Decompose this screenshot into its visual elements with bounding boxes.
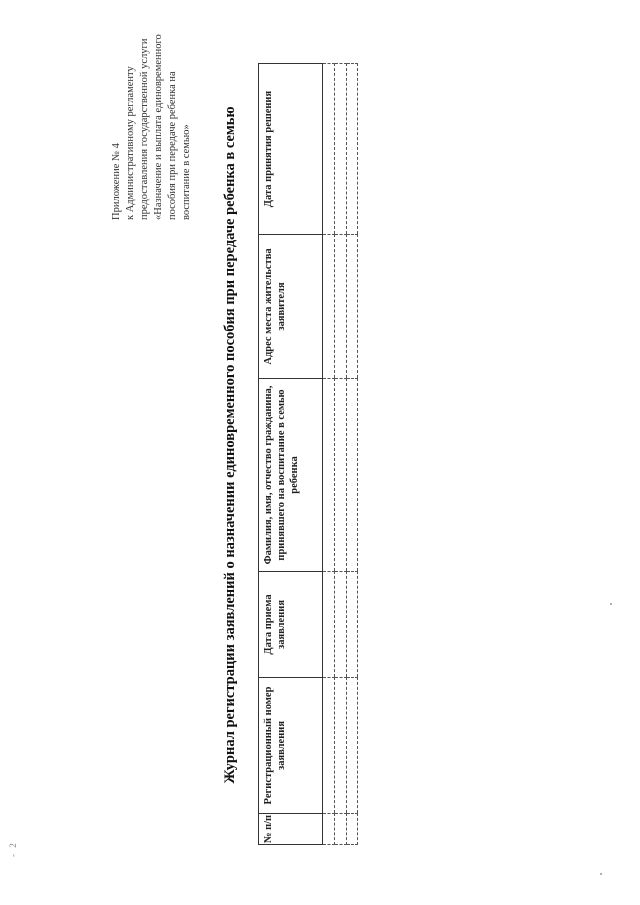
- table-cell: [335, 814, 347, 845]
- header-full-name: Фамилия, имя, отчество гражданина, принявшего на воспитание в семью ребенка: [259, 379, 323, 572]
- table-cell: [323, 678, 335, 814]
- journal-title: Журнал регистрации заявлений о назначении единовременного пособия при передаче ребенка в семью: [222, 106, 238, 784]
- table-cell: [335, 572, 347, 678]
- appendix-line: воспитание в семью»: [181, 124, 192, 220]
- table-cell: [347, 572, 358, 678]
- page-corner-mark: - 2: [8, 841, 18, 857]
- table-row: [323, 64, 335, 845]
- table-cell: [323, 64, 335, 235]
- header-address: Адрес места жительства заявителя: [259, 235, 323, 379]
- appendix-line: предоставления государственной услуги: [139, 38, 150, 220]
- table-cell: [323, 814, 335, 845]
- appendix-note: [110, 5, 194, 220]
- header-decision-date: Дата принятия решения: [259, 64, 323, 235]
- table-cell: [347, 379, 358, 572]
- table-cell: [347, 814, 358, 845]
- appendix-line: Приложение № 4: [111, 143, 122, 220]
- appendix-line: «Назначение и выплата единовременного: [153, 34, 164, 220]
- header-registration-number: Регистрационный номер заявления: [259, 678, 323, 814]
- table-cell: [335, 678, 347, 814]
- table-cell: [323, 379, 335, 572]
- scan-speck: [600, 873, 602, 875]
- appendix-line: к Административному регламенту: [125, 66, 136, 220]
- header-number: № п/п: [259, 814, 323, 845]
- table-cell: [323, 235, 335, 379]
- table-cell: [335, 235, 347, 379]
- table-header-row: [259, 64, 323, 845]
- table-cell: [347, 235, 358, 379]
- table-cell: [335, 64, 347, 235]
- table-row: [335, 64, 347, 845]
- scan-speck: [610, 603, 612, 605]
- table-cell: [323, 572, 335, 678]
- table-cell: [347, 678, 358, 814]
- header-application-date: Дата приема заявления: [259, 572, 323, 678]
- table-cell: [335, 379, 347, 572]
- table-cell: [347, 64, 358, 235]
- journal-table: [258, 63, 358, 845]
- table-row: [347, 64, 358, 845]
- appendix-line: пособия при передаче ребенка на: [167, 71, 178, 220]
